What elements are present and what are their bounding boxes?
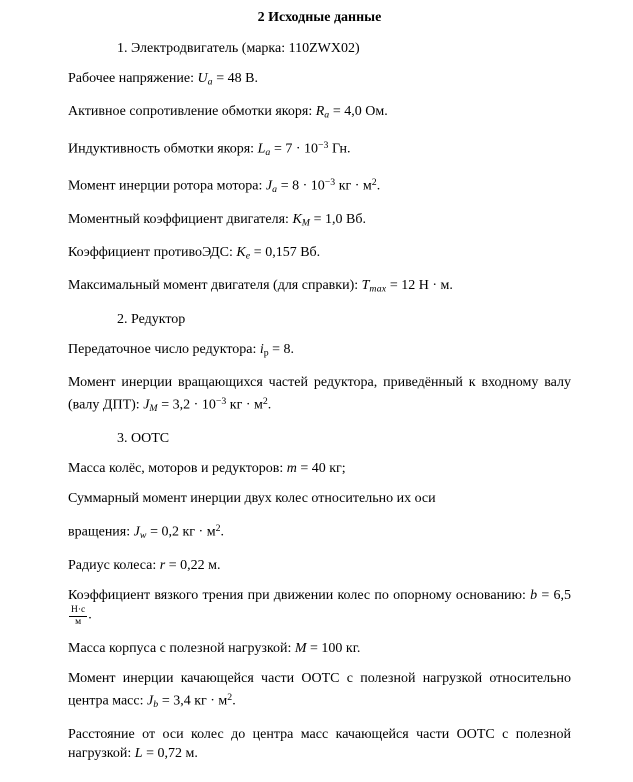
text-segment: b [153,698,159,710]
text-segment: J [133,524,140,540]
text-segment: K [236,245,246,260]
text-segment: Расстояние от оси колес до центра масс качающейся части ООТС с полезной нагрузкой: [68,726,571,761]
text-segment: −3 [318,139,329,151]
text-segment: = 48 В. [212,71,258,86]
text-segment: 3. ООТС [117,431,170,447]
text-segment: −3 [324,176,336,188]
text-segment: . [220,524,224,540]
text-segment: . [88,607,92,623]
text-segment: L [257,141,266,157]
heading-oots [68,429,571,448]
page-title: 2 Исходные данные [257,10,382,25]
text-segment: = 0,2 кг · м [146,524,216,540]
text-segment: 1. Электродвигатель (марка: 110ZWX02) [117,41,360,56]
text-segment: i [259,341,264,357]
heading-reducer [68,310,571,329]
text-segment: Рабочее напряжение: [68,71,198,86]
line-torque-coefficient [68,210,571,232]
inline-fraction [69,605,87,628]
text-segment: = 0,22 м. [165,558,221,573]
text-segment: Активное сопротивление обмотки якоря: [68,104,316,120]
text-segment: K [292,211,302,227]
line-wheels-inertia-part1 [68,489,571,508]
line-body-inertia [68,669,571,714]
text-segment: e [245,250,251,262]
line-wheel-radius [68,556,571,575]
text-segment: = 8. [268,341,295,357]
text-segment: J [147,693,154,709]
line-wheels-motors-mass [68,459,571,478]
text-segment: U [197,71,208,86]
text-segment: = 0,157 Вб. [250,245,321,260]
text-segment: max [369,283,387,295]
text-segment: = 3,4 кг · м [158,693,228,709]
text-segment: Масса корпуса с полезной нагрузкой: [68,640,295,656]
text-segment: р [263,347,269,359]
text-segment: . [376,178,381,194]
text-segment: = 12 Н · м. [386,278,453,294]
text-segment: Индуктивность обмотки якоря: [68,141,258,157]
text-segment: = 0,72 м. [142,745,198,761]
text-segment: вращения: [68,524,134,540]
text-segment: = 3,2 · 10 [157,397,216,413]
text-segment: = 1,0 Вб. [310,211,367,227]
text-segment: Коэффициент вязкого трения при движении колес по опорному основанию: [68,588,531,603]
text-segment: . [232,693,236,709]
text-segment: T [361,278,370,294]
text-segment: M [294,640,307,656]
text-segment: Моментный коэффициент двигателя: [68,211,293,227]
text-segment: Масса колёс, моторов и редукторов: [68,461,287,477]
text-segment: Гн. [328,141,351,157]
text-segment: M [301,217,311,228]
text-segment: = 100 кг. [306,640,361,656]
line-max-torque [68,276,571,298]
text-segment: = 40 кг; [296,461,346,477]
text-segment: R [315,104,325,120]
text-segment: Момент инерции качающейся части ООТС с полезной нагрузкой относительно центра масс: [68,670,571,709]
fraction-denominator: м [75,616,82,627]
text-segment: J [143,397,150,413]
text-segment: 2. Редуктор [117,311,186,327]
line-rotor-inertia [68,173,571,199]
text-segment: 2 [371,176,377,188]
text-segment: кг · м [335,178,372,194]
line-working-voltage [68,69,571,91]
heading-motor [68,39,571,58]
text-segment: −3 [215,396,227,408]
text-segment: кг · м [226,397,263,413]
fraction-numerator: Н·с [71,605,86,615]
text-segment: 2 [215,523,221,535]
line-viscous-friction [68,586,571,628]
text-segment: r [159,558,166,573]
text-segment: 2 [262,396,268,408]
text-segment: Момент инерции вращающихся частей редуктора, приведённый к входному валу (валу ДПТ): [68,375,571,413]
text-segment: Момент инерции ротора мотора: [68,178,266,194]
text-segment: a [207,76,213,88]
text-segment: = 8 · 10 [277,178,325,194]
line-gear-ratio [68,340,571,362]
text-segment: = 6,5 [537,588,571,603]
line-wheels-inertia-part2 [68,519,571,545]
text-segment: Радиус колеса: [68,558,160,573]
line-axis-to-center-distance [68,725,571,763]
text-segment: Максимальный момент двигателя (для справки): [68,278,362,294]
text-segment: Коэффициент противоЭДС: [68,245,237,260]
line-back-emf-coefficient [68,243,571,265]
text-segment: Суммарный момент инерции двух колес относительно их оси [68,491,436,507]
text-segment: 2 [227,691,233,703]
text-segment: = 4,0 Ом. [329,104,388,120]
text-segment: M [149,403,158,415]
document-body [68,39,571,763]
line-body-mass [68,639,571,658]
text-segment: w [139,530,147,541]
text-segment: Передаточное число редуктора: [68,341,260,357]
line-armature-resistance [68,102,571,124]
line-reducer-inertia [68,373,571,418]
text-segment: . [267,397,272,413]
text-segment: L [134,745,143,761]
text-segment: a [324,109,330,121]
text-segment: J [265,178,273,194]
line-armature-inductance [68,136,571,162]
text-segment: a [272,183,278,195]
text-segment: m [286,461,297,477]
text-segment: b [530,588,538,603]
text-segment: a [265,146,271,158]
text-segment: = 7 · 10 [270,141,319,157]
